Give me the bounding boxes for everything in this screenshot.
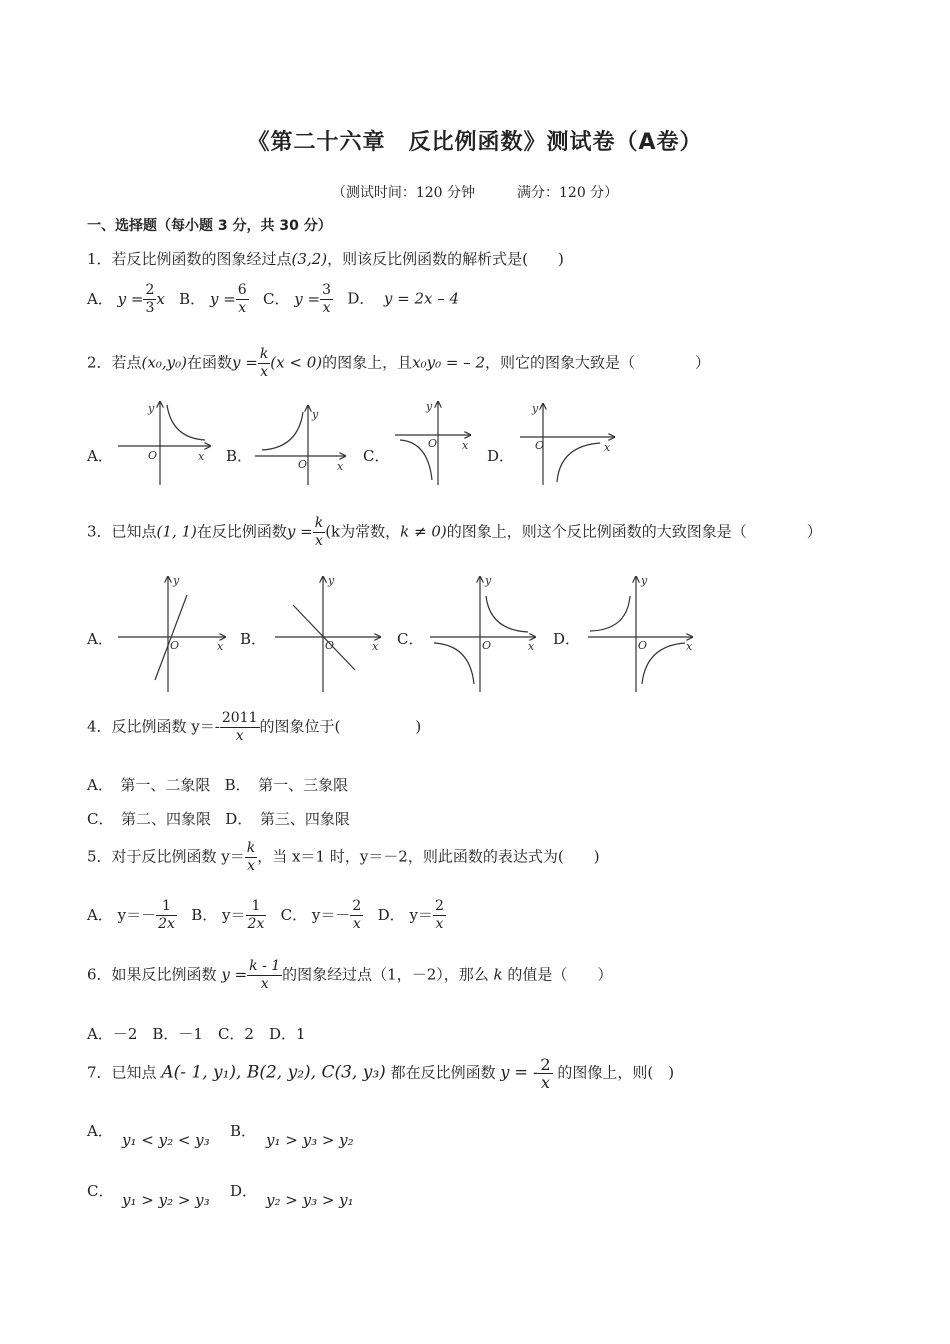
q2-label-c[interactable]: C． <box>363 447 390 465</box>
q2-label-b[interactable]: B． <box>226 447 253 465</box>
question-5: 5．对于反比例函数 y＝ $\frac{k}{x}$ ，当 x＝1 时，y＝－2，则此函数的表达式为( ) <box>87 840 600 874</box>
question-2: 2．若点(x₀,y₀)在函数y = $\frac{k}{x}$ (x < 0)的图象上，且x₀y₀ = – 2，则它的图象大致是（ ） <box>87 346 711 380</box>
q4-options-row1 <box>87 774 348 795</box>
q3-graph-a <box>118 577 225 692</box>
exam-info: （测试时间：120 分钟 满分：120 分） <box>331 185 619 201</box>
q2-graph-a <box>118 402 210 485</box>
q4-option-b[interactable]: B． 第一、三象限 <box>224 776 349 794</box>
q1-text: 1．若反比例函数的图象经过点 <box>87 250 292 268</box>
q2-graph-b <box>255 406 345 485</box>
q2c-o: O <box>428 437 438 450</box>
q5-option-b[interactable]: B． y＝ $\frac{1}{2x}$ <box>191 898 265 932</box>
question-7: 7．已知点 A(- 1, y₁), B(2, y₂), C(3, y₃) 都在反比例函数 y = - $\frac{2}{x}$ 的图像上，则( ) <box>87 1055 675 1092</box>
q3c-y: y <box>485 574 492 587</box>
q3b-y: y <box>328 574 335 587</box>
q2a-x: x <box>198 450 205 463</box>
q3c-o: O <box>482 639 492 652</box>
q1-tail: ，则该反比例函数的解析式是( ) <box>327 250 564 268</box>
q2a-y: y <box>148 402 155 415</box>
question-4: 4．反比例函数 y＝- $\frac{2011}{x}$ 的图象位于( ) <box>87 710 422 744</box>
q5-option-c[interactable]: C． y＝－ $\frac{2}{x}$ <box>280 898 362 932</box>
q2c-y: y <box>426 400 433 413</box>
q7-label-d[interactable]: D． <box>230 1182 258 1200</box>
q5-options <box>87 898 446 933</box>
q3-label-a[interactable]: A． <box>87 630 113 648</box>
q3a-o: O <box>170 639 180 652</box>
q3a-x: x <box>217 640 224 653</box>
q1-point: (3,2) <box>291 250 328 268</box>
q7-label-a[interactable]: A． <box>87 1122 113 1140</box>
q7-option-a[interactable]: y₁ < y₂ < y₃ <box>122 1131 210 1149</box>
q4-option-c[interactable]: C． 第二、四象限 <box>87 810 211 828</box>
q4-option-a[interactable]: A． 第一、二象限 <box>87 776 211 794</box>
q2-label-d[interactable]: D． <box>487 447 515 465</box>
q3d-y: y <box>641 574 648 587</box>
q3-label-d[interactable]: D． <box>553 630 581 648</box>
q2b-y: y <box>312 408 319 421</box>
q2d-o: O <box>535 439 545 452</box>
q2c-x: x <box>462 439 469 452</box>
q3-graph-b <box>275 577 380 692</box>
q7-label-c[interactable]: C． <box>87 1182 114 1200</box>
q2-label-a[interactable]: A． <box>87 447 113 465</box>
q5-option-d[interactable]: D． y＝ $\frac{2}{x}$ <box>377 898 444 932</box>
question-6: 6．如果反比例函数 y = $\frac{k - 1}{x}$ 的图象经过点（1，－2），那么 k 的值是（ ） <box>87 958 613 992</box>
q1-option-a[interactable]: A． y = $\frac{2}{3}$ x <box>87 282 165 316</box>
q4-options-row2 <box>87 808 350 829</box>
q3-label-b[interactable]: B． <box>240 630 267 648</box>
q3d-x: x <box>686 640 693 653</box>
q1-option-d[interactable]: D． y = 2x – 4 <box>347 289 460 308</box>
q7-label-b[interactable]: B． <box>230 1122 257 1140</box>
question-3: 3．已知点(1, 1)在反比例函数y = $\frac{k}{x}$ (k为常数，k ≠ 0)的图象上，则这个反比例函数的大致图象是（ ） <box>87 515 822 549</box>
q1-option-c[interactable]: C． y = $\frac{3}{x}$ <box>263 282 331 316</box>
q5-option-a[interactable]: A． y＝－ $\frac{1}{2x}$ <box>87 898 175 932</box>
q7-option-d[interactable]: y₂ > y₃ > y₁ <box>266 1191 354 1209</box>
q3-graph-d <box>588 577 692 692</box>
q2d-y: y <box>532 402 539 415</box>
q4-option-d[interactable]: D． 第三、四象限 <box>225 810 350 828</box>
section-heading: 一、选择题（每小题 3 分，共 30 分） <box>87 218 332 234</box>
q3b-o: O <box>325 639 335 652</box>
q3-label-c[interactable]: C． <box>397 630 424 648</box>
q3b-x: x <box>372 640 379 653</box>
q2d-x: x <box>604 441 611 454</box>
q2b-x: x <box>337 460 344 473</box>
q3d-o: O <box>638 639 648 652</box>
q2b-o: O <box>298 458 308 471</box>
q7-option-c[interactable]: y₁ > y₂ > y₃ <box>122 1191 210 1209</box>
page-title: 《第二十六章 反比例函数》测试卷（A卷） <box>247 130 703 155</box>
q1-option-b[interactable]: B． y = $\frac{6}{x}$ <box>179 282 247 316</box>
q3a-y: y <box>173 574 180 587</box>
q2a-o: O <box>148 449 158 462</box>
q3c-x: x <box>528 640 535 653</box>
q7-option-b[interactable]: y₁ > y₃ > y₂ <box>266 1131 354 1149</box>
q3-graph-c <box>430 577 535 692</box>
q6-options[interactable]: A．－2 B．－1 C．2 D．1 <box>87 1025 306 1043</box>
